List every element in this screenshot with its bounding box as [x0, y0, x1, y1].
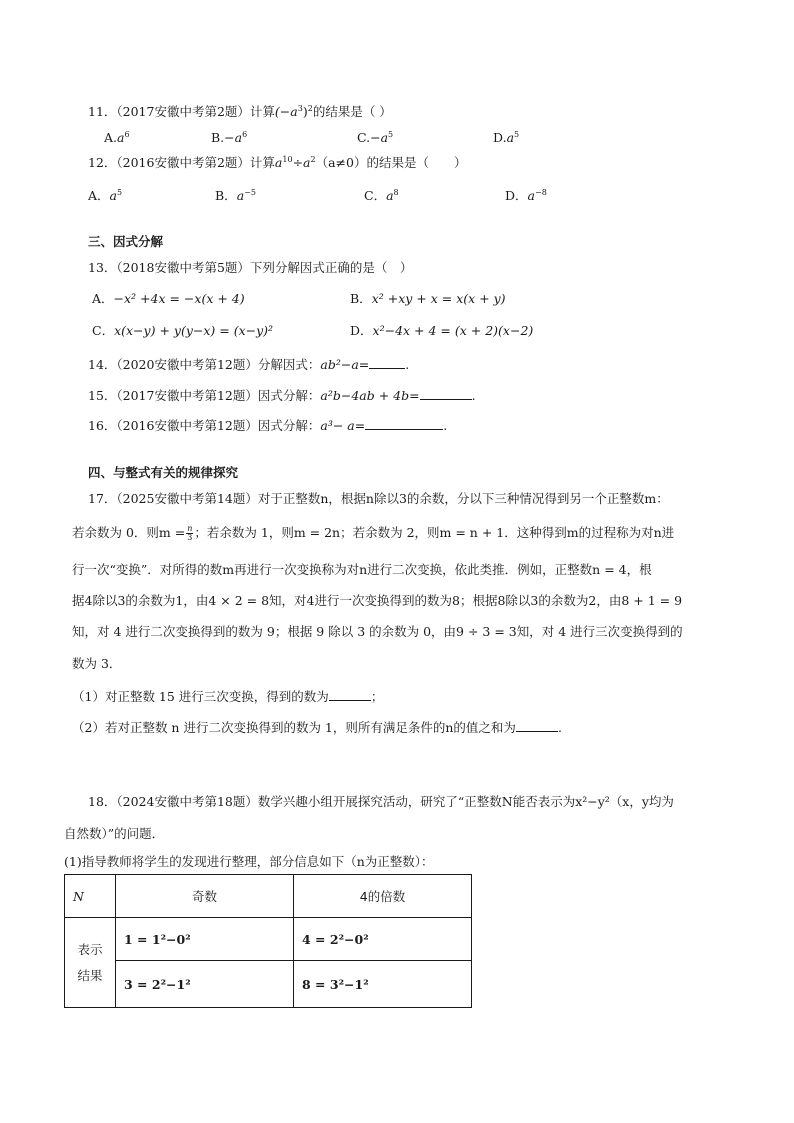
q17-line-5: 知，对 4 进行二次变换得到的数为 9；根据 9 除以 3 的余数为 0，由9 ÷ 3 = 3知，对 4 进行三次变换得到的	[72, 624, 683, 639]
q18-line-3: (1)指导教师将学生的发现进行整理，部分信息如下（n为正整数）：	[64, 854, 434, 869]
q15-answer-blank[interactable]	[420, 387, 472, 400]
table-cell: 3 = 2²−1²	[116, 961, 294, 1008]
section-title-factorization: 三、因式分解	[88, 234, 164, 249]
q11-expr-base: (−a	[274, 104, 298, 119]
q11-option-b: $B.-a^6$	[211, 130, 248, 145]
q12-option-b: B．$a^{-5}$	[215, 188, 256, 203]
q13-option-b: B．x² +xy + x = x(x + y)	[350, 291, 506, 306]
q17-sub-question-2: （2）若对正整数 n 进行二次变换得到的数为 1，则所有满足条件的n的值之和为 .	[72, 720, 562, 735]
q13-option-c: C．x(x−y) + y(y−x) = (x−y)²	[92, 323, 274, 338]
q17-sub-question-1: （1）对正整数 15 进行三次变换，得到的数为 ；	[72, 689, 384, 704]
q18-info-table	[64, 874, 472, 1008]
q11-option-d: $D.a^5$	[493, 130, 520, 145]
q12-condition: （a≠0）	[315, 155, 367, 170]
table-header-row	[65, 875, 472, 918]
q17-sub2-answer-blank[interactable]	[516, 719, 558, 732]
q17-line-2: 若余数为 0．则m = $\frac{n}{3}$ ；若余数为 1，则m = 2n；若余数为 2，则m = n + 1．这种得到m的过程称为对n进	[72, 524, 675, 542]
table-row	[65, 918, 472, 961]
q14-answer-blank[interactable]	[369, 356, 405, 369]
table-cell: 8 = 3²−1²	[294, 961, 472, 1008]
q14-line: 14．（2020安徽中考第12题）分解因式：ab²−a= .	[88, 357, 410, 372]
q11-stem: 11．（2017安徽中考第2题）计算	[88, 104, 275, 119]
q17-fraction-n-over-3: $\frac{n}{3}$	[187, 524, 193, 542]
q11-option-a: $A.a^6$	[104, 130, 130, 145]
q13-stem: 13．（2018安徽中考第5题）下列分解因式正确的是（ ）	[88, 260, 413, 275]
table-header-n: N	[65, 875, 116, 918]
q13-option-a: A．−x² +4x = −x(x + 4)	[92, 291, 245, 306]
q11-stem-line	[88, 104, 392, 120]
q18-line-2: 自然数）”的问题．	[64, 826, 165, 841]
table-cell: 1 = 1²−0²	[116, 918, 294, 961]
q18-line-1: 18．（2024安徽中考第18题）数学兴趣小组开展探究活动，研究了“正整数N能否表示为x²−y²（x，y均为	[88, 794, 674, 809]
q12-option-a: A．$a^5$	[88, 188, 123, 203]
q13-option-d: D．x²−4x + 4 = (x + 2)(x−2)	[350, 323, 534, 338]
q11-expr-close: )	[302, 104, 308, 119]
table-row	[65, 961, 472, 1008]
q11-stem-tail: 的结果是（ ）	[312, 104, 392, 119]
q17-line-1: 17．（2025安徽中考第14题）对于正整数n，根据n除以3的余数，分以下三种情况得到另一个正整数m：	[88, 491, 669, 506]
q17-sub1-answer-blank[interactable]	[329, 688, 371, 701]
q16-line: 16．（2016安徽中考第12题）因式分解：a³− a= .	[88, 418, 448, 433]
table-header-multiple-of-4: 4的倍数	[294, 875, 472, 918]
table-header-odd: 奇数	[116, 875, 294, 918]
q12-stem-line: 12．（2016安徽中考第2题）计算$a^{10}\div a^2(a\ne 0)$的结果是（ ）	[88, 155, 467, 170]
q17-line-3: 行一次“变换”．对所得的数m再进行一次变换称为对n进行二次变换，依此类推．例如，正整数n = 4，根	[72, 562, 652, 577]
q16-answer-blank[interactable]	[365, 417, 443, 430]
q11-expr-outer-exp: 2	[307, 104, 313, 113]
q15-line: 15．（2017安徽中考第12题）因式分解：a²b−4ab + 4b= .	[88, 388, 476, 403]
table-cell: 4 = 2²−0²	[294, 918, 472, 961]
q12-stem-tail: 的结果是（ ）	[366, 155, 467, 170]
table-row-label: 表示 结果	[65, 918, 116, 1008]
q12-option-d: D．$a^{-8}$	[505, 188, 547, 203]
q11-option-c: $C.-a^5$	[357, 130, 394, 145]
q11-expr-inner-exp: 3	[297, 104, 303, 113]
q17-line-4: 据4除以3的余数为1，由4 × 2 = 8知，对4进行一次变换得到的数为8；根据8除以3的余数为2，由8 + 1 = 9	[72, 593, 683, 608]
q17-line-6: 数为 3．	[72, 656, 122, 671]
q12-stem: 12．（2016安徽中考第2题）计算	[88, 155, 275, 170]
section-title-pattern-exploration: 四、与整式有关的规律探究	[88, 465, 239, 480]
q12-option-c: C．$a^8$	[364, 188, 399, 203]
